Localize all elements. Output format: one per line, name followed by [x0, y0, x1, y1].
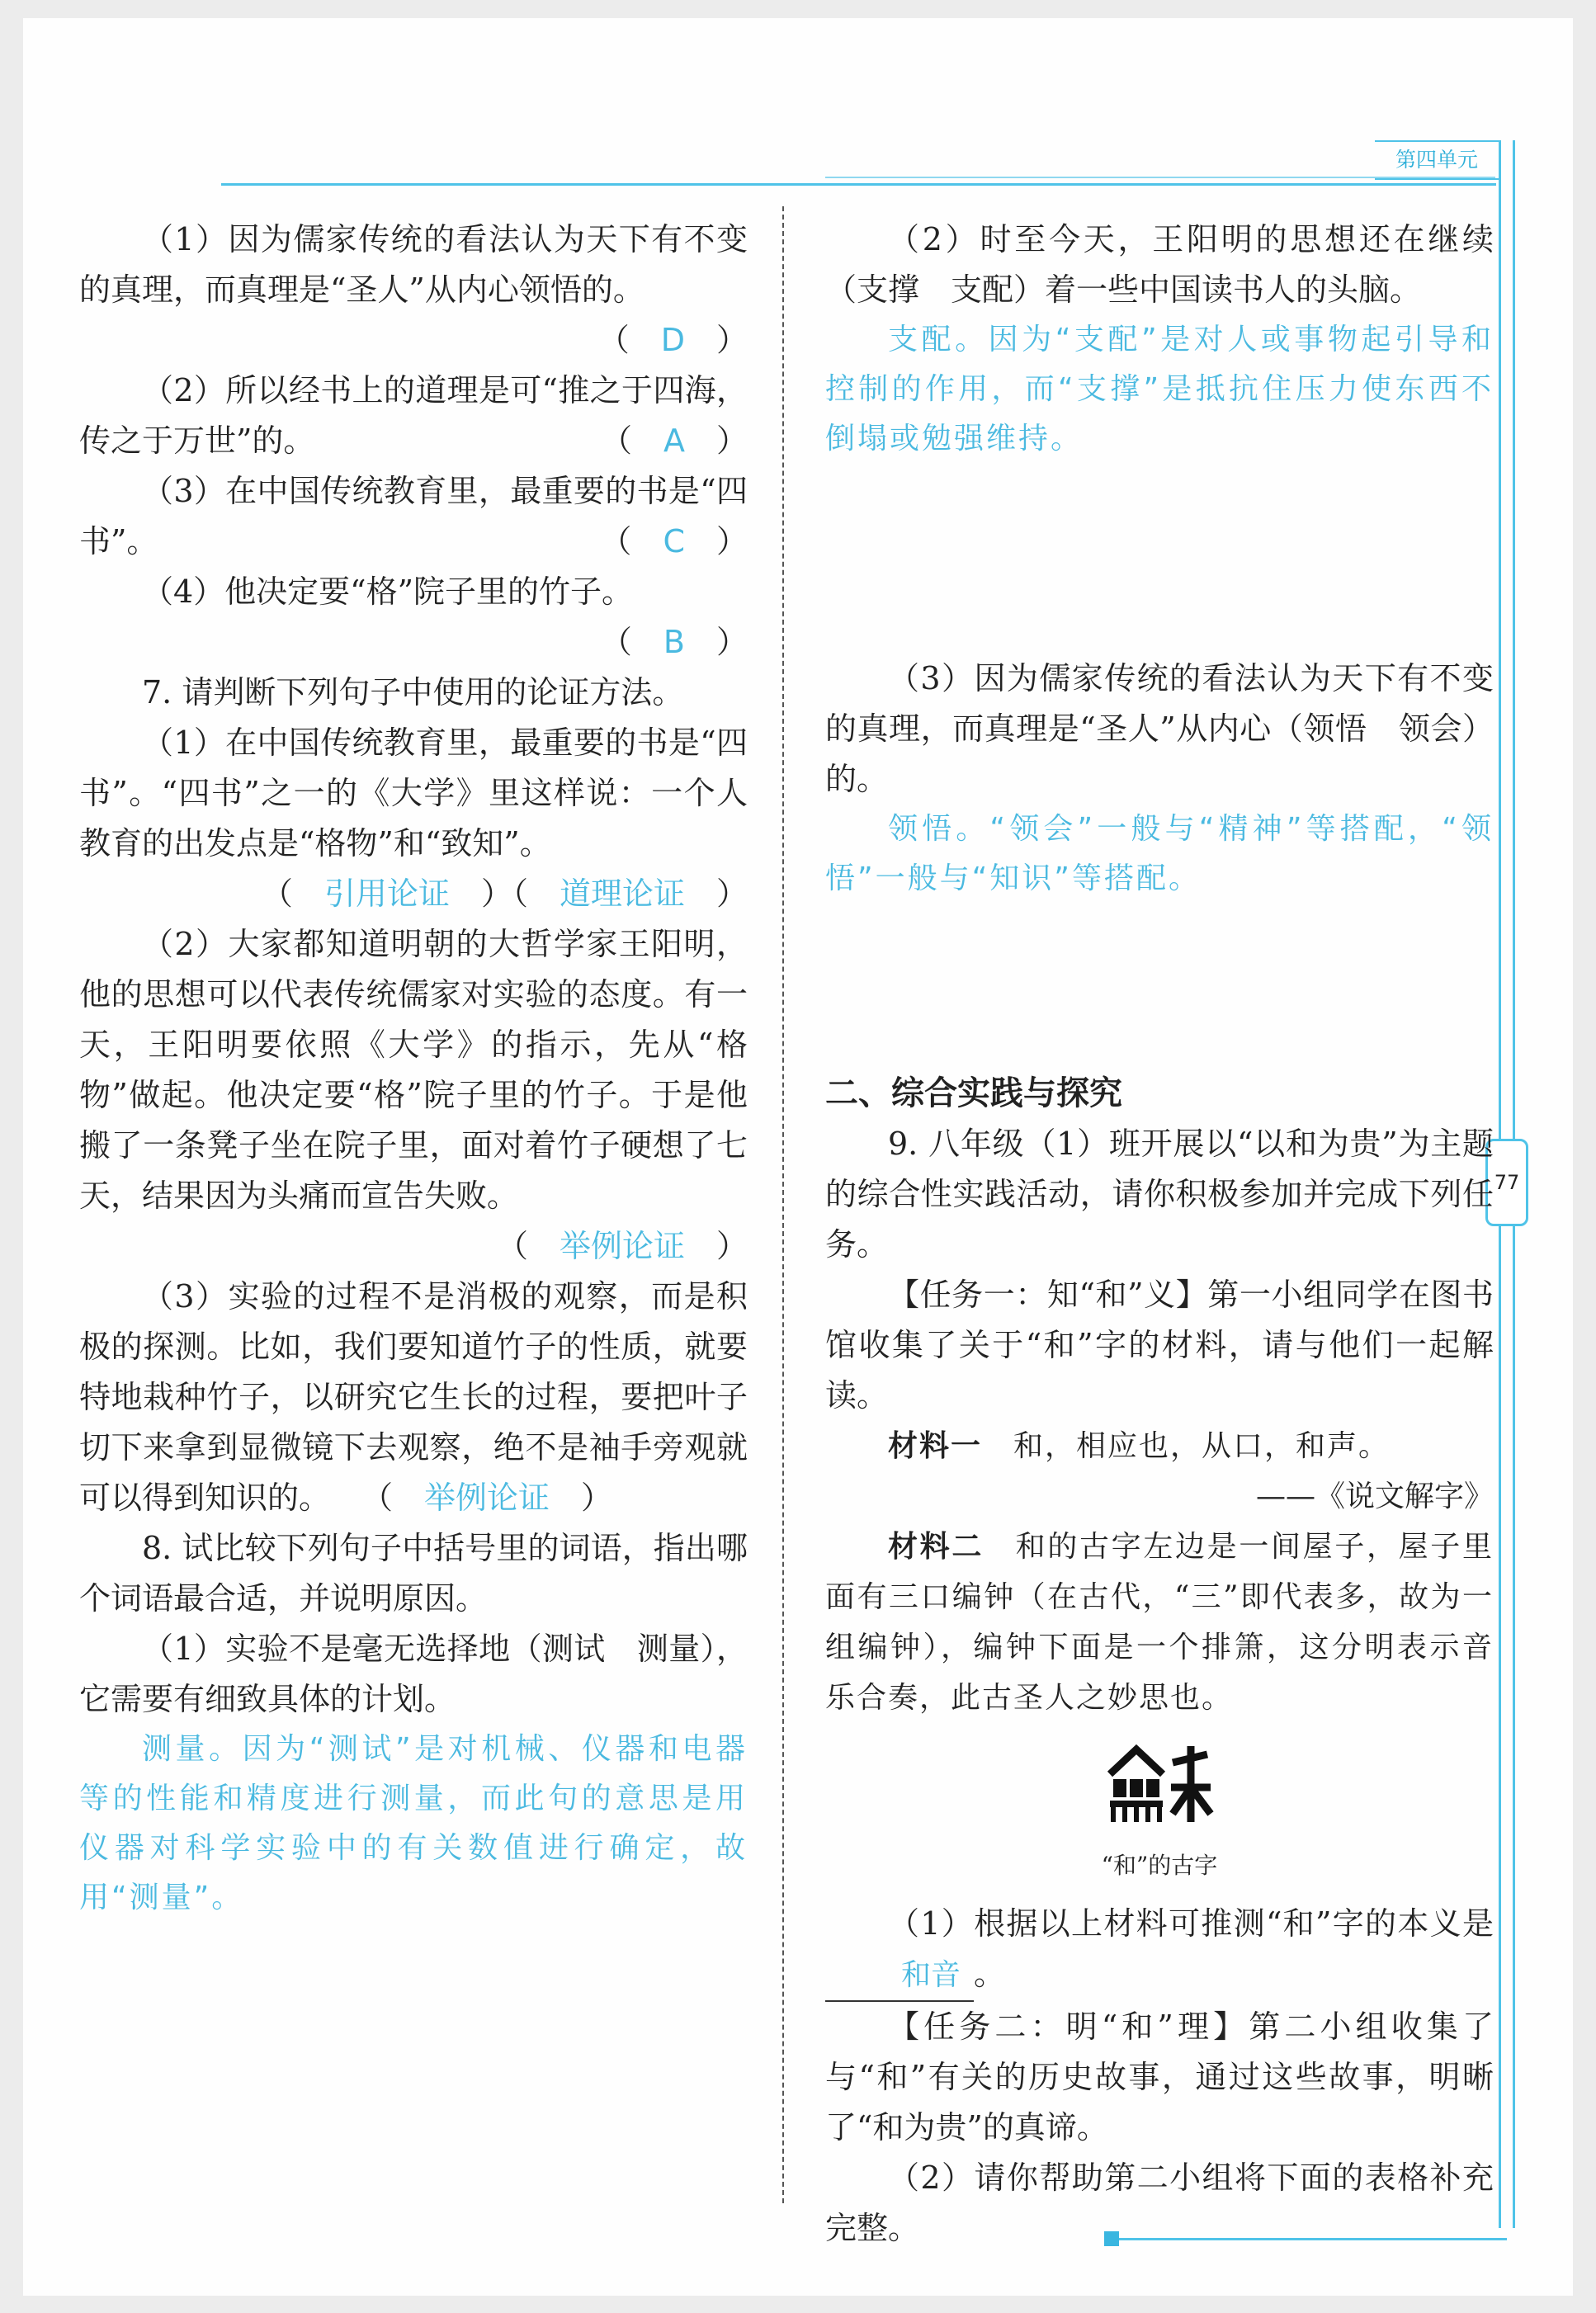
page-number: 77	[1485, 1139, 1528, 1226]
q9-item-1: （1）根据以上材料可推测“和”字的本义是和音 。	[825, 1899, 1494, 2002]
column-divider	[782, 206, 784, 2203]
q9-item-2: （2）请你帮助第二小组将下面的表格补充完整。	[825, 2160, 1494, 2246]
q6-item-1: （1）因为儒家传统的看法认为天下有不变的真理，而真理是“圣人”从内心领悟的。	[79, 221, 748, 308]
right-column	[825, 215, 1494, 2254]
q8-answer-2: 支配。因为“支配”是对人或事物起引导和控制的作用，而“支撑”是抵抗住压力使东西不倒塌或勉强维持。	[825, 323, 1494, 456]
header-rule	[221, 183, 1496, 186]
q6-item-2: （2）所以经书上的道理是可“推之于四海，传之于万世”的。 （ A ）	[79, 372, 748, 459]
spacer	[825, 904, 1494, 1044]
q7-answer-2: （ 举例论证 ）	[496, 1228, 748, 1264]
material-1-source: ——《说文解字》	[1255, 1480, 1494, 1513]
spacer	[825, 464, 1494, 654]
q8-item-2: （2）时至今天，王阳明的思想还在继续（支撑 支配）着一些中国读书人的头脑。	[825, 221, 1494, 308]
q8-item-1: （1）实验不是毫无选择地（测试 测量），它需要有细致具体的计划。	[79, 1631, 748, 1717]
q8-answer-3: 领悟。“领会”一般与“精神”等搭配，“领悟”一般与“知识”等搭配。	[825, 812, 1494, 895]
task1: 【任务一：知“和”义】第一小组同学在图书馆收集了关于“和”字的材料，请与他们一起解读。	[825, 1277, 1494, 1414]
task2: 【任务二：明“和”理】第二小组收集了与“和”有关的历史故事，通过这些故事，明晰了“和为贵”的真谛。	[825, 2009, 1494, 2145]
q7-item-2: （2）大家都知道明朝的大哲学家王阳明，他的思想可以代表传统儒家对实验的态度。有一天，王阳明要依照《大学》的指示，先从“格物”做起。他决定要“格”院子里的竹子。于是他搬了一条凳子坐在院子里，面对着竹子硬想了七天，结果因为头痛而宣告失败。	[79, 926, 748, 1214]
answer-blank[interactable]: 和音	[825, 1949, 974, 2002]
q9-intro: 9. 八年级（1）班开展以“以和为贵”为主题的综合性实践活动，请你积极参加并完成下列任务。	[825, 1126, 1494, 1263]
q7-answer-1: （ 引用论证 ）（ 道理论证 ）	[261, 876, 748, 912]
q7-item-1: （1）在中国传统教育里，最重要的书是“四书”。“四书”之一的《大学》里这样说：一个人教育的出发点是“格物”和“致知”。	[79, 725, 748, 861]
q6-answer-1: （ D ）	[597, 322, 748, 358]
q8-answer-1: 测量。因为“测试”是对机械、仪器和电器等的性能和精度进行测量，而此句的意思是用仪器对科学实验中的有关数值进行确定，故用“测量”。	[79, 1732, 748, 1914]
material-1: 材料一 和，相应也，从口，和声。	[888, 1429, 1391, 1463]
q6-item-3: （3）在中国传统教育里，最重要的书是“四书”。 （ C ）	[79, 473, 748, 559]
q8-title: 8. 试比较下列句子中括号里的词语，指出哪个词语最合适，并说明原因。	[79, 1530, 748, 1617]
material-2: 材料二 和的古字左边是一间屋子，屋子里面有三口编钟（在古代，“三”即代表多，故为一组编钟），编钟下面是一个排箫，这分明表示音乐合奏，此古圣人之妙思也。	[825, 1530, 1494, 1715]
q6-answer-4: （ B ）	[600, 624, 748, 660]
ancient-he-glyph	[825, 1743, 1494, 1840]
ancient-he-icon	[1102, 1743, 1217, 1825]
q8-item-3: （3）因为儒家传统的看法认为天下有不变的真理，而真理是“圣人”从内心（领悟 领会）的。	[825, 660, 1494, 797]
left-column	[79, 215, 748, 1923]
unit-label: 第四单元	[1375, 140, 1499, 180]
glyph-caption: “和”的古字	[1101, 1852, 1218, 1879]
q7-item-3: （3）实验的过程不是消极的观察，而是积极的探测。比如，我们要知道竹子的性质，就要特地栽种竹子，以研究它生长的过程，要把叶子切下来拿到显微镜下去观察，绝不是袖手旁观就可以得到知识的。 （ 举例论证 ）	[79, 1278, 748, 1516]
q6-item-4: （4）他决定要“格”院子里的竹子。	[142, 574, 634, 610]
section-title: 二、综合实践与探究	[825, 1074, 1122, 1112]
q7-title: 7. 请判断下列句子中使用的论证方法。	[142, 674, 684, 710]
